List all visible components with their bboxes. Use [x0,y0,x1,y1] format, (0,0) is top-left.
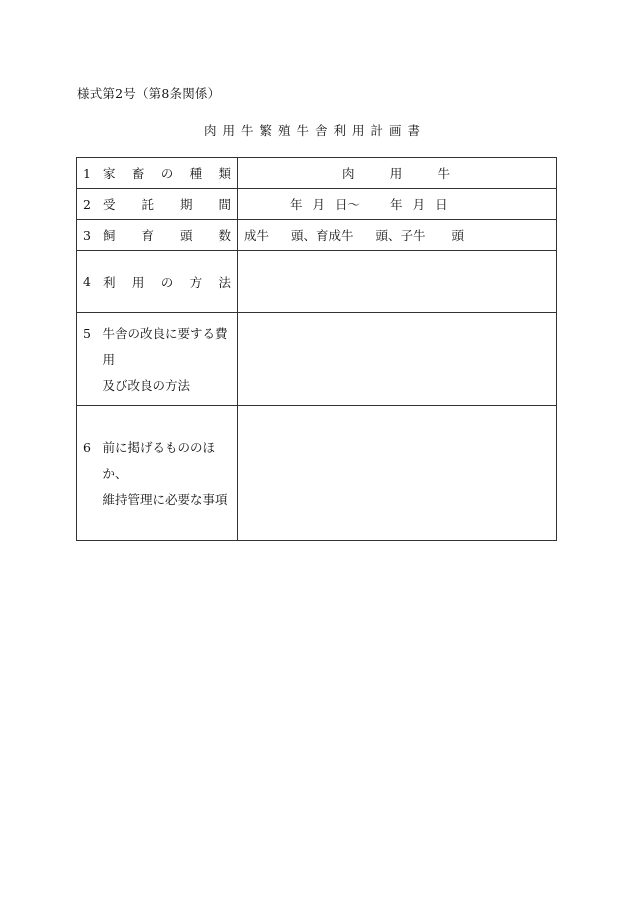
value-period[interactable] [238,189,557,220]
value-usage-method[interactable] [238,251,557,313]
label-text [103,226,237,244]
label-char: 用 [131,274,145,290]
label-char: の [160,166,174,181]
adult-label: 成牛 [244,228,270,243]
value-improvement[interactable] [238,313,557,406]
label-char: 家 [103,166,116,181]
label-char: 期 [179,197,193,212]
label-text [103,164,237,182]
calf-label: 頭、子牛 [375,228,426,243]
row-number: 2 [83,196,91,212]
label-char: 利 [103,274,116,290]
label-line: 及び改良の方法 [102,378,191,393]
label-improvement [77,313,238,406]
form-reference: 様式第2号（第8条関係） [77,86,221,101]
label-char: の [160,274,174,290]
label-period [77,189,238,220]
label-text [103,195,237,213]
label-line: 維持管理に必要な事項 [102,492,228,507]
month-label: 月 [412,197,426,212]
row-head-count [77,220,557,251]
label-char: 種 [189,166,203,181]
value-other-matters[interactable] [238,406,557,541]
label-line: 前に掲げるもののほか、 [102,440,216,481]
label-char: 飼 [103,228,116,243]
label-char: 頭 [179,228,193,243]
kind-char: 用 [389,166,403,181]
row-improvement [77,313,557,406]
row-number: 4 [83,274,91,289]
day-label: 日〜 [335,197,361,212]
label-text [103,273,237,291]
row-usage-method [77,251,557,313]
year-label: 年 [390,197,403,212]
label-line: 牛舎の改良に要する費用 [102,326,228,367]
label-char: 類 [218,166,231,181]
label-char: 間 [218,197,231,212]
row-period [77,189,557,220]
head-unit: 頭 [451,228,465,243]
row-number: 3 [83,227,91,243]
label-usage-method [77,251,238,313]
label-char: 法 [218,274,231,290]
plan-form-table [76,157,557,541]
row-other-matters [77,406,557,541]
year-label: 年 [290,197,303,212]
label-char: 方 [189,274,203,290]
growing-label: 頭、育成牛 [291,228,354,243]
value-head-count[interactable] [238,220,557,251]
kind-char: 肉 [342,166,355,181]
document-title: 肉用牛繁殖牛舎利用計画書 [203,123,426,138]
label-other-matters [77,406,238,541]
label-char: 畜 [131,166,145,181]
row-number: 1 [83,165,91,181]
row-livestock-type [77,158,557,189]
label-char: 数 [218,228,231,243]
label-head-count [77,220,238,251]
label-livestock-type [77,158,238,189]
value-livestock-type[interactable] [238,158,557,189]
label-char: 託 [141,197,154,212]
kind-char: 牛 [437,166,450,181]
label-char: 育 [141,228,154,243]
label-char: 受 [103,197,116,212]
row-number: 5 [83,326,91,341]
day-label: 日 [435,197,448,212]
row-number: 6 [83,440,91,455]
month-label: 月 [312,197,326,212]
